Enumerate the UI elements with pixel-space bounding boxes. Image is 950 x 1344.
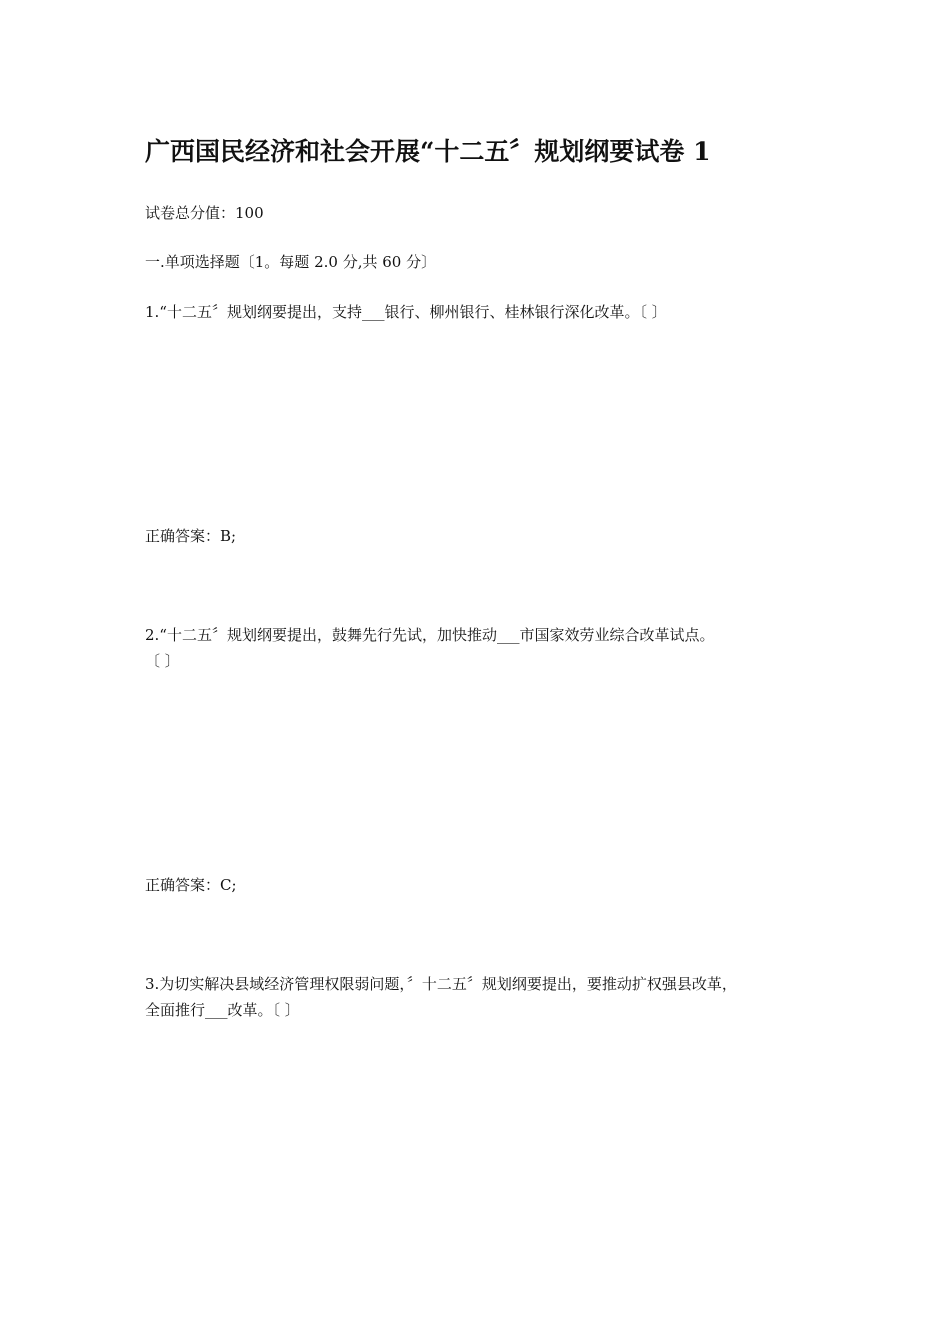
document-title: 广西国民经济和社会开展“十二五〞规划纲要试卷 1 <box>145 137 711 166</box>
section-heading: 一.单项选择题〔1。每题 2.0 分,共 60 分〕 <box>145 253 437 271</box>
question-3-text-line-2: 全面推行___改革。〔 〕 <box>145 1001 300 1019</box>
question-1-answer: 正确答案：B; <box>145 527 237 545</box>
question-2 <box>145 622 835 674</box>
question-1-text: 1.“十二五〞规划纲要提出，支持___银行、柳州银行、桂林银行深化改革。〔 〕 <box>145 303 667 321</box>
question-1 <box>145 299 835 325</box>
question-2-text-line-2: 〔 〕 <box>145 652 180 670</box>
total-score: 试卷总分值：100 <box>145 204 264 222</box>
question-2-text-line-1: 2.“十二五〞规划纲要提出，鼓舞先行先试，加快推动___市国家效劳业综合改革试点。 <box>145 626 715 644</box>
question-2-answer: 正确答案：C; <box>145 876 237 894</box>
question-3-text-line-1: 3.为切实解决县域经济管理权限弱问题，〞十二五〞规划纲要提出，要推动扩权强县改革， <box>145 975 737 993</box>
question-3 <box>145 971 835 1023</box>
